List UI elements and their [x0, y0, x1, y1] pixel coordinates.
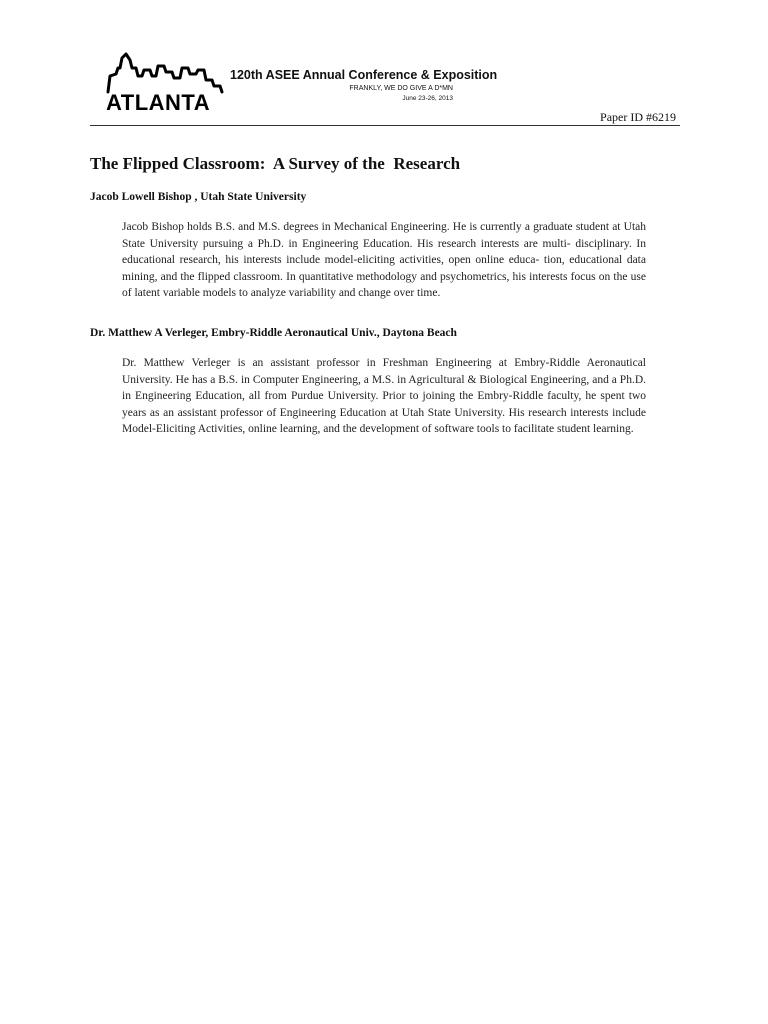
conference-tagline: FRANKLY, WE DO GIVE A D*MN: [349, 85, 453, 92]
header-divider: [90, 125, 680, 126]
author-name: Jacob Lowell Bishop , Utah State University: [90, 191, 307, 203]
author-bio: Jacob Bishop holds B.S. and M.S. degrees in Mechanical Engineering. He is currently a graduate student at Utah State University pursuing a Ph.D. in Engineering Education. His research interests are multi- disciplinary. In educational research, his interests include model-eliciting activities, open online educa- tion, educational data mining, and the flipped classroom. In quantitative methodology and psychometrics, his interests focus on the use of latent variable models to analyze variability and change over time.: [122, 221, 646, 299]
skyline-icon: [106, 46, 226, 96]
logo-wordmark: ATLANTA: [106, 90, 211, 115]
author-name: Dr. Matthew A Verleger, Embry-Riddle Aeronautical Univ., Daytona Beach: [90, 327, 457, 339]
conference-dates: June 23-26, 2013: [402, 95, 453, 102]
conference-title: 120th ASEE Annual Conference & Exposition: [230, 68, 498, 82]
author-bio: Dr. Matthew Verleger is an assistant professor in Freshman Engineering at Embry-Riddle Aeronautical University. He has a B.S. in Computer Engineering, a M.S. in Agricultural & Biological Engineering, and a Ph.D. in Engineering Education, all from Purdue University. Prior to joining the Embry-Riddle faculty, he spent two years as an assistant professor of Engineering Education at Utah State University. His research interests include Model-Eliciting Activities, online learning, and the development of software tools to facilitate student learning.: [122, 357, 646, 435]
conference-header: [90, 40, 650, 120]
atlanta-logo: [106, 46, 226, 116]
paper-id: Paper ID #6219: [600, 110, 676, 124]
paper-title: The Flipped Classroom: A Survey of the Research: [90, 154, 461, 173]
